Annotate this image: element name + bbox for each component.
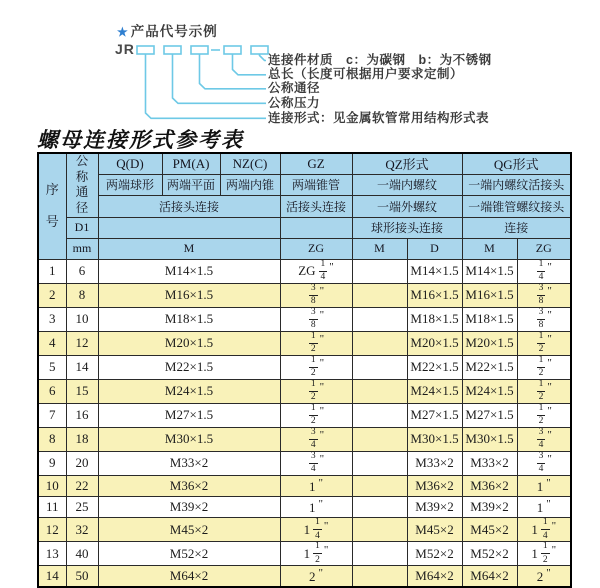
cell-qz-d: M52×2 <box>407 542 462 566</box>
cell-qz-m <box>352 331 407 355</box>
header-d1: D1 <box>66 217 98 238</box>
cell-qg-zg: $\frac{1}{2}$ " <box>517 403 571 427</box>
cell-qg-m: M45×2 <box>462 518 517 542</box>
code-label-connection: 连接形式：见金属软管常用结构形式表 <box>268 111 490 125</box>
cell-m-thread: M36×2 <box>98 475 280 496</box>
cell-qz-m <box>352 355 407 379</box>
cell-seq: 11 <box>38 496 66 517</box>
cell-qz-d: M14×1.5 <box>407 259 462 283</box>
cell-seq: 6 <box>38 379 66 403</box>
cell-qz-d: M16×1.5 <box>407 283 462 307</box>
nut-connection-table <box>37 152 572 588</box>
header-code-qd: Q(D) <box>98 153 162 174</box>
cell-qg-zg: $\frac{1}{2}$ " <box>517 355 571 379</box>
cell-qg-zg: 1 " <box>517 496 571 517</box>
code-label-length: 总长（长度可根据用户要求定制） <box>268 67 464 81</box>
cell-qg-zg: 1 " <box>517 475 571 496</box>
cell-seq: 12 <box>38 518 66 542</box>
cell-qg-m: M64×2 <box>462 566 517 587</box>
cell-gz-thread: $\frac{1}{2}$ " <box>280 331 352 355</box>
cell-qz-m <box>352 542 407 566</box>
cell-m-thread: M18×1.5 <box>98 307 280 331</box>
cell-gz-thread: $\frac{1}{2}$ " <box>280 403 352 427</box>
cell-qg-m: M20×1.5 <box>462 331 517 355</box>
cell-qg-m: M18×1.5 <box>462 307 517 331</box>
cell-m-thread: M16×1.5 <box>98 283 280 307</box>
cell-m-thread: M39×2 <box>98 496 280 517</box>
table-row <box>38 307 571 331</box>
header-qz-sub1: 一端内螺纹 <box>352 174 462 195</box>
cell-m-thread: M33×2 <box>98 451 280 475</box>
table-row <box>38 331 571 355</box>
table-row <box>38 403 571 427</box>
cell-seq: 5 <box>38 355 66 379</box>
cell-qg-m: M24×1.5 <box>462 379 517 403</box>
cell-qz-d: M20×1.5 <box>407 331 462 355</box>
cell-dn: 40 <box>66 542 98 566</box>
cell-qg-zg: $\frac{1}{2}$ " <box>517 331 571 355</box>
cell-dn: 10 <box>66 307 98 331</box>
cell-qg-m: M33×2 <box>462 451 517 475</box>
header-qg-sub1: 一端内螺纹活接头 <box>462 174 571 195</box>
cell-m-thread: M27×1.5 <box>98 403 280 427</box>
cell-gz-thread: 1 $\frac{1}{2}$ " <box>280 542 352 566</box>
cell-qg-m: M27×1.5 <box>462 403 517 427</box>
cell-dn: 20 <box>66 451 98 475</box>
cell-m-thread: M30×1.5 <box>98 427 280 451</box>
header-sub-nzc: 两端内锥 <box>220 174 280 195</box>
table-row <box>38 475 571 496</box>
cell-qz-d: M39×2 <box>407 496 462 517</box>
header-blank-left <box>98 217 280 238</box>
cell-seq: 14 <box>38 566 66 587</box>
table-title: 螺母连接形式参考表 <box>37 128 244 152</box>
diagram-heading-text: 产品代号示例 <box>130 24 218 39</box>
header-blank-gz <box>280 217 352 238</box>
header-qz-m: M <box>352 238 407 259</box>
cell-qz-m <box>352 403 407 427</box>
header-m-thread: M <box>98 238 280 259</box>
cell-dn: 12 <box>66 331 98 355</box>
cell-qg-m: M39×2 <box>462 496 517 517</box>
table-row <box>38 379 571 403</box>
cell-qg-m: M36×2 <box>462 475 517 496</box>
cell-qg-m: M52×2 <box>462 542 517 566</box>
table-row <box>38 355 571 379</box>
cell-dn: 14 <box>66 355 98 379</box>
cell-qz-m <box>352 451 407 475</box>
header-sub-pma: 两端平面 <box>162 174 220 195</box>
code-label-material: 连接件材质 c：为碳钢 b：为不锈钢 <box>268 53 492 67</box>
cell-qz-m <box>352 259 407 283</box>
cell-gz-thread: 2 " <box>280 566 352 587</box>
cell-gz-thread: $\frac{1}{2}$ " <box>280 355 352 379</box>
cell-qz-m <box>352 475 407 496</box>
header-code-qz: QZ形式 <box>352 153 462 174</box>
code-label-pressure: 公称压力 <box>268 96 321 110</box>
table-row <box>38 566 571 587</box>
code-box-5 <box>251 46 268 54</box>
cell-qz-d: M36×2 <box>407 475 462 496</box>
cell-qg-zg: 2 " <box>517 566 571 587</box>
cell-qz-d: M30×1.5 <box>407 427 462 451</box>
cell-qz-m <box>352 518 407 542</box>
header-gz-union: 活接头连接 <box>280 196 352 217</box>
cell-seq: 2 <box>38 283 66 307</box>
table-row <box>38 427 571 451</box>
cell-gz-thread: $\frac{3}{8}$ " <box>280 307 352 331</box>
cell-m-thread: M52×2 <box>98 542 280 566</box>
code-box-1 <box>137 46 154 54</box>
cell-dn: 50 <box>66 566 98 587</box>
cell-qz-m <box>352 283 407 307</box>
cell-qz-m <box>352 307 407 331</box>
cell-qg-m: M14×1.5 <box>462 259 517 283</box>
cell-qg-m: M30×1.5 <box>462 427 517 451</box>
header-qz-sub2: 一端外螺纹 <box>352 196 462 217</box>
header-qg-sub2: 一端锥管螺纹接头 <box>462 196 571 217</box>
table-row <box>38 259 571 283</box>
cell-gz-thread: $\frac{1}{2}$ " <box>280 379 352 403</box>
header-code-gz: GZ <box>280 153 352 174</box>
cell-gz-thread: 1 " <box>280 496 352 517</box>
cell-gz-thread: 1 $\frac{1}{4}$ " <box>280 518 352 542</box>
table-rows <box>38 259 571 587</box>
cell-gz-thread: 1 " <box>280 475 352 496</box>
cell-qz-m <box>352 427 407 451</box>
cell-seq: 10 <box>38 475 66 496</box>
star-icon: ★ <box>117 25 129 39</box>
cell-gz-thread: ZG $\frac{1}{4}$ " <box>280 259 352 283</box>
cell-qz-d: M18×1.5 <box>407 307 462 331</box>
cell-qz-d: M64×2 <box>407 566 462 587</box>
table-row <box>38 542 571 566</box>
code-box-4 <box>224 46 241 54</box>
cell-qg-zg: $\frac{3}{8}$ " <box>517 307 571 331</box>
header-qz-sub3: 球形接头连接 <box>352 217 462 238</box>
table-row <box>38 496 571 517</box>
cell-qz-d: M45×2 <box>407 518 462 542</box>
code-box-3 <box>191 46 208 54</box>
cell-qg-zg: $\frac{1}{2}$ " <box>517 379 571 403</box>
cell-qz-d: M24×1.5 <box>407 379 462 403</box>
header-qz-d: D <box>407 238 462 259</box>
header-qg-m: M <box>462 238 517 259</box>
cell-dn: 6 <box>66 259 98 283</box>
cell-gz-thread: $\frac{3}{8}$ " <box>280 283 352 307</box>
cell-seq: 4 <box>38 331 66 355</box>
header-union-joint: 活接头连接 <box>98 196 280 217</box>
cell-gz-thread: $\frac{3}{4}$ " <box>280 427 352 451</box>
cell-m-thread: M45×2 <box>98 518 280 542</box>
header-code-pma: PM(A) <box>162 153 220 174</box>
connector-line-2 <box>173 54 267 103</box>
header-code-nzc: NZ(C) <box>220 153 280 174</box>
header-dn: 公称通径 <box>66 153 98 217</box>
cell-seq: 7 <box>38 403 66 427</box>
cell-dn: 16 <box>66 403 98 427</box>
cell-qg-zg: $\frac{3}{8}$ " <box>517 283 571 307</box>
code-label-diameter: 公称通径 <box>268 81 321 95</box>
table-row <box>38 283 571 307</box>
cell-qz-m <box>352 379 407 403</box>
header-mm: mm <box>66 238 98 259</box>
cell-qz-d: M27×1.5 <box>407 403 462 427</box>
cell-m-thread: M24×1.5 <box>98 379 280 403</box>
cell-m-thread: M22×1.5 <box>98 355 280 379</box>
cell-qz-d: M33×2 <box>407 451 462 475</box>
header-qg-sub3: 连接 <box>462 217 571 238</box>
cell-qz-m <box>352 566 407 587</box>
cell-m-thread: M20×1.5 <box>98 331 280 355</box>
cell-dn: 8 <box>66 283 98 307</box>
cell-seq: 3 <box>38 307 66 331</box>
cell-qz-m <box>352 496 407 517</box>
cell-dn: 18 <box>66 427 98 451</box>
cell-m-thread: M14×1.5 <box>98 259 280 283</box>
cell-seq: 9 <box>38 451 66 475</box>
product-code-prefix: JR <box>115 41 135 57</box>
cell-qz-d: M22×1.5 <box>407 355 462 379</box>
table-row <box>38 518 571 542</box>
connector-line-1 <box>146 54 267 118</box>
header-code-qg: QG形式 <box>462 153 571 174</box>
header-seq: 序号 <box>38 153 66 259</box>
cell-qg-zg: 1 $\frac{1}{2}$ " <box>517 542 571 566</box>
header-sub-gz: 两端锥管 <box>280 174 352 195</box>
cell-dn: 15 <box>66 379 98 403</box>
cell-dn: 22 <box>66 475 98 496</box>
cell-dn: 25 <box>66 496 98 517</box>
cell-gz-thread: $\frac{3}{4}$ " <box>280 451 352 475</box>
cell-qg-m: M22×1.5 <box>462 355 517 379</box>
cell-seq: 1 <box>38 259 66 283</box>
header-qg-zg: ZG <box>517 238 571 259</box>
header-zg-thread: ZG <box>280 238 352 259</box>
code-box-2 <box>164 46 181 54</box>
cell-qg-zg: $\frac{1}{4}$ " <box>517 259 571 283</box>
connector-line-5 <box>260 54 267 61</box>
table-row <box>38 451 571 475</box>
cell-qg-m: M16×1.5 <box>462 283 517 307</box>
cell-qg-zg: $\frac{3}{4}$ " <box>517 451 571 475</box>
cell-seq: 8 <box>38 427 66 451</box>
cell-qg-zg: $\frac{3}{4}$ " <box>517 427 571 451</box>
cell-qg-zg: 1 $\frac{1}{4}$ " <box>517 518 571 542</box>
cell-dn: 32 <box>66 518 98 542</box>
cell-seq: 13 <box>38 542 66 566</box>
header-sub-qd: 两端球形 <box>98 174 162 195</box>
cell-m-thread: M64×2 <box>98 566 280 587</box>
